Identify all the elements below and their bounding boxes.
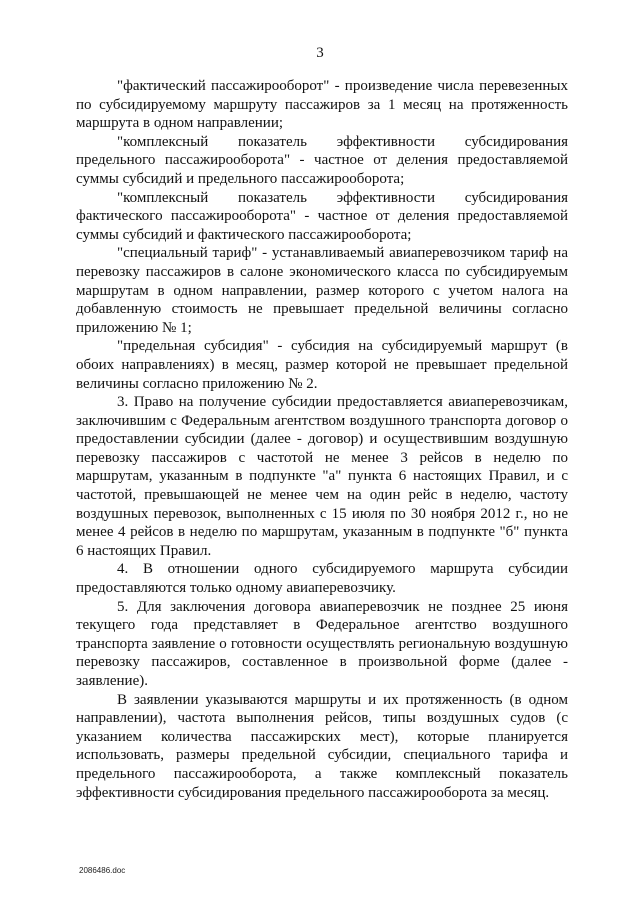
clause-3: 3. Право на получение субсидии предоставляется авиаперевозчикам, заключившим с Федеральным агентством воздушного транспорта договор о предоставлении субсидии (далее - договор) и осуществившим воздушную перевозку пассажиров с частотой не менее 3 рейсов в неделю по маршрутам, указанным в подпункте "а" пункта 6 настоящих Правил, и с частотой, превышающей не менее чем на один рейс в неделю, частоту воздушных перевозок, выполненных с 15 июля по 30 ноября 2012 г., но не менее 4 рейсов в неделю по маршрутам, указанным в подпункте "б" пункта 6 настоящих Правил. (76, 394, 568, 559)
document-body (76, 77, 568, 802)
definition-actual-passenger-turnover: "фактический пассажирооборот" - произведение числа перевезенных по субсидируемому маршруту пассажиров за 1 месяц на протяженность маршрута в одном направлении; (76, 78, 568, 132)
definition-limit-subsidy: "предельная субсидия" - субсидия на субсидируемый маршрут (в обоих направлениях) в месяц, размер которой не превышает предельной величины согласно приложению № 2. (76, 338, 568, 392)
clause-5-application-contents: В заявлении указываются маршруты и их протяженность (в одном направлении), частота выполнения рейсов, типы воздушных судов (с указанием количества пассажирских мест), которые планируется использовать, размеры предельной субсидии, специального тарифа и предельного пассажирооборота, а также комплексный показатель эффективности субсидирования предельного пассажирооборота за месяц. (76, 691, 568, 801)
page-number: 3 (316, 45, 324, 61)
file-name-footer: 2086486.doc (79, 866, 126, 875)
clause-4: 4. В отношении одного субсидируемого маршрута субсидии предоставляются только одному авиаперевозчику. (76, 561, 568, 597)
definition-efficiency-actual-turnover: "комплексный показатель эффективности субсидирования фактического пассажирооборота" - частное от деления предоставляемой суммы субсидий и фактического пассажирооборота; (76, 189, 568, 243)
definition-special-tariff: "специальный тариф" - устанавливаемый авиаперевозчиком тариф на перевозку пассажиров в салоне экономического класса по субсидируемым маршрутам в одном направлении, размер которого с учетом налога на добавленную стоимость не превышает предельной величины согласно приложению № 1; (76, 245, 568, 336)
clause-5: 5. Для заключения договора авиаперевозчик не позднее 25 июня текущего года представляет в Федеральное агентство воздушного транспорта заявление о готовности осуществлять региональную воздушную перевозку пассажиров, составленное в произвольной форме (далее - заявление). (76, 598, 568, 689)
definition-efficiency-limit-turnover: "комплексный показатель эффективности субсидирования предельного пассажирооборота" - частное от деления предоставляемой суммы субсидий и предельного пассажирооборота; (76, 133, 568, 187)
